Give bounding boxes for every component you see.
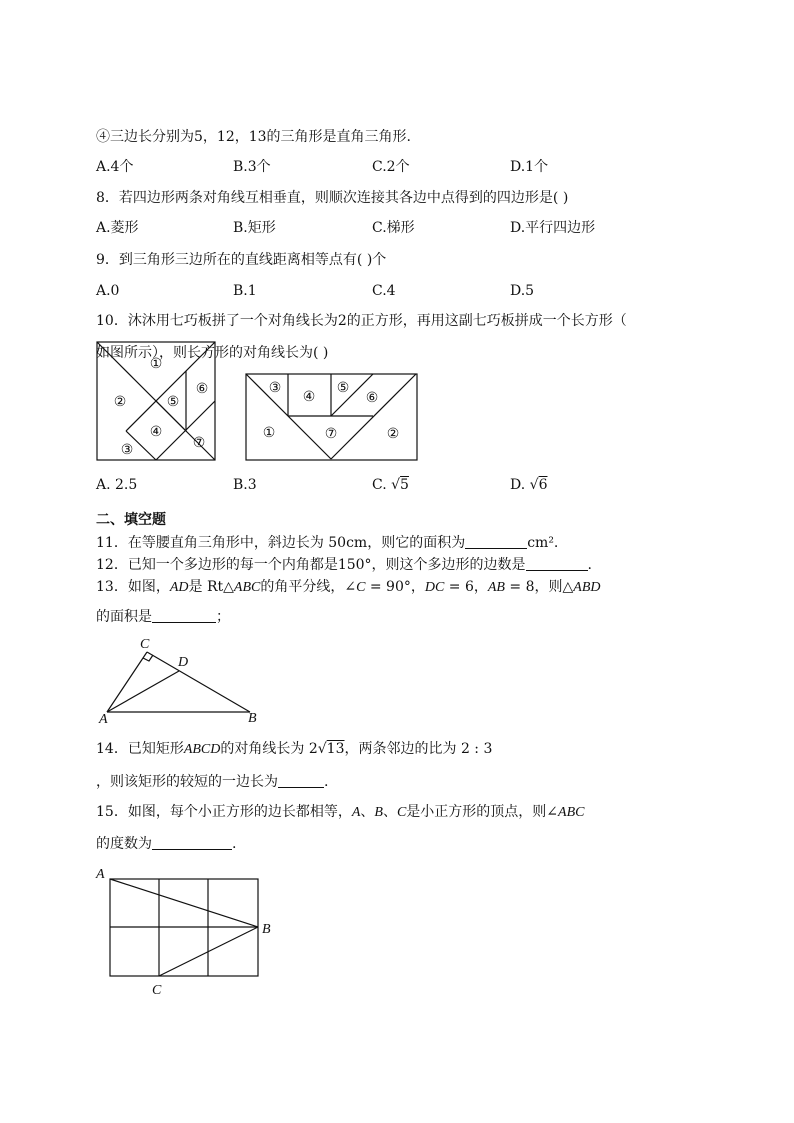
q11-line: [96, 533, 558, 553]
rect-label-2: ②: [386, 427, 400, 442]
q13-c: C: [356, 580, 366, 595]
q8-stem: 8．若四边形两条对角线互相垂直，则顺次连接其各边中点得到的四边形是( ): [96, 190, 569, 206]
q12-line: [96, 555, 592, 575]
q14-line2-text: ，则该矩形的较短的一边长为: [96, 774, 278, 790]
q10-option-c-prefix: C.: [372, 477, 392, 493]
q13-text-b: 是 Rt△: [188, 579, 234, 595]
q7-option-c: C.2个: [372, 159, 410, 175]
q10-option-c: [372, 475, 409, 495]
q15-grid-figure: [94, 864, 284, 1000]
q13-triangle-figure: [96, 634, 266, 726]
q15-sep2: 、: [382, 804, 397, 820]
rect-label-3: ③: [268, 381, 282, 396]
q14-line1: [96, 739, 492, 760]
q14-abcd: ABCD: [183, 742, 221, 757]
q11-answer-blank[interactable]: [465, 534, 527, 549]
q14-line2: [96, 772, 328, 792]
square-label-1: ①: [149, 357, 163, 372]
q9-option-c: C.4: [372, 283, 396, 299]
q15-b: B: [374, 805, 383, 820]
q9-option-a: A.0: [96, 283, 120, 299]
q13-text-d: = 90°，: [365, 579, 425, 595]
q9-option-d: D.5: [510, 283, 535, 299]
q15-fig-label-b: B: [262, 922, 271, 937]
q15-abc: ABC: [558, 805, 585, 820]
q15-fig-label-c: C: [152, 983, 162, 998]
q12-text: 12．已知一个多边形的每一个内角都是150°，则这个多边形的边数是: [96, 557, 526, 573]
q15-line2-text: 的度数为: [96, 836, 152, 852]
q7-option-a: A.4个: [96, 159, 134, 175]
q10-stem-line2: 如图所示），则长方形的对角线长为( ): [96, 345, 329, 361]
q10-option-d-prefix: D.: [510, 477, 530, 493]
q13-line2: [96, 607, 230, 627]
q7-option-d: D.1个: [510, 159, 549, 175]
q13-text-e: = 6，: [444, 579, 488, 595]
q13-ad: AD: [169, 580, 189, 595]
q13-answer-blank[interactable]: [152, 608, 216, 623]
q9-option-b: B.1: [233, 283, 257, 299]
q15-text-a: 15．如图，每个小正方形的边长都相等，: [96, 804, 352, 820]
sqrt-sign-icon: √: [391, 477, 401, 493]
square-label-6: ⑥: [195, 382, 209, 397]
rect-label-7: ⑦: [324, 427, 338, 442]
q13-fig-label-a: A: [99, 712, 108, 726]
q10-option-d-radicand: 6: [538, 477, 548, 493]
q14-text-a: 14．已知矩形: [96, 741, 184, 757]
q13-abc: ABC: [233, 580, 261, 595]
q13-ab: AB: [487, 580, 505, 595]
q15-line2-end: .: [232, 836, 237, 852]
q8-option-c: C.梯形: [372, 220, 415, 236]
square-label-2: ②: [113, 395, 127, 410]
q13-line2-text: 的面积是: [96, 609, 152, 625]
q15-line1: [96, 802, 584, 823]
q14-answer-blank[interactable]: [278, 773, 324, 788]
q13-text-a: 13．如图，: [96, 579, 170, 595]
q7-option-b: B.3个: [233, 159, 271, 175]
q11-text: 11．在等腰直角三角形中，斜边长为 50cm，则它的面积为: [96, 535, 466, 551]
q15-line2: [96, 834, 236, 854]
q10-option-b: B.3: [233, 477, 257, 493]
rect-label-5: ⑤: [336, 381, 350, 396]
q10-option-a: A. 2.5: [96, 477, 138, 493]
q14-line2-end: .: [324, 774, 329, 790]
sqrt-sign-icon: √: [529, 477, 539, 493]
q8-option-d: D.平行四边形: [510, 220, 596, 236]
q15-c: C: [396, 805, 407, 820]
q13-text-f: = 8，则△: [504, 579, 574, 595]
q15-sep1: 、: [360, 804, 375, 820]
sqrt-sign-icon: √: [317, 741, 327, 757]
q14-text-b: 的对角线长为 2: [220, 741, 318, 757]
q15-answer-blank[interactable]: [152, 835, 232, 850]
q12-answer-blank[interactable]: [526, 556, 588, 571]
q14-text-c: ，两条邻边的比为 2 : 3: [344, 741, 493, 757]
section-title: 二、填空题: [96, 512, 166, 528]
q13-abd: ABD: [573, 580, 601, 595]
q10-option-c-radicand: 5: [400, 477, 409, 493]
q7-item4: ④三边长分别为5，12，13的三角形是直角三角形.: [96, 129, 411, 145]
q12-end: .: [587, 557, 592, 573]
q13-line2-end: ；: [216, 609, 230, 625]
q13-dc: DC: [424, 580, 445, 595]
tangram-square-figure: [96, 341, 218, 463]
square-label-7: ⑦: [192, 436, 206, 451]
q13-fig-label-c: C: [140, 637, 150, 652]
rect-label-1: ①: [262, 426, 276, 441]
q15-fig-label-a: A: [96, 867, 105, 882]
q8-option-a: A.菱形: [96, 220, 139, 236]
q10-option-d: [510, 475, 547, 495]
q13-fig-label-d: D: [178, 655, 189, 670]
rect-label-4: ④: [302, 390, 316, 405]
q10-stem-line1: 10．沐沐用七巧板拼了一个对角线长为2的正方形，再用这副七巧板拼成一个长方形（: [96, 313, 627, 329]
q13-line1: [96, 577, 601, 598]
q15-text-b: 是小正方形的顶点，则∠: [406, 804, 559, 820]
square-label-3: ③: [120, 443, 134, 458]
q13-fig-label-b: B: [248, 711, 257, 726]
q14-radicand: 13: [326, 741, 345, 757]
q15-a: A: [351, 805, 361, 820]
q11-unit: cm².: [527, 535, 559, 551]
q8-option-b: B.矩形: [233, 220, 276, 236]
square-label-4: ④: [149, 425, 163, 440]
rect-label-6: ⑥: [365, 391, 379, 406]
square-label-5: ⑤: [166, 395, 180, 410]
tangram-rectangle-figure: [245, 373, 420, 463]
q13-text-c: 的角平分线，∠: [260, 579, 357, 595]
q9-stem: 9．到三角形三边所在的直线距离相等点有( )个: [96, 252, 387, 268]
